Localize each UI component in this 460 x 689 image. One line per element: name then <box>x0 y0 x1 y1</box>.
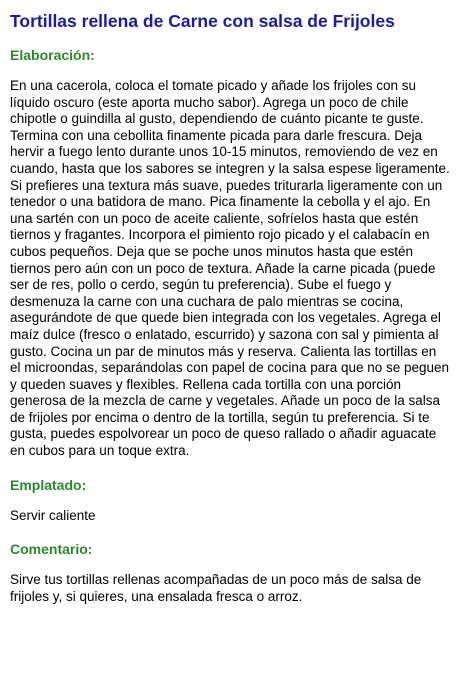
section-emplatado <box>10 476 450 525</box>
section-elaboracion <box>10 46 450 460</box>
comentario-heading: Comentario: <box>10 541 93 558</box>
elaboracion-heading: Elaboración: <box>10 47 95 63</box>
comentario-text: Sirve tus tortillas rellenas acompañadas de un poco más de salsa de frijoles y, si quieres, una ensalada fresca o arroz. <box>10 572 422 604</box>
emplatado-heading: Emplatado: <box>10 476 87 493</box>
recipe-title: Tortillas rellena de Carne con salsa de Frijoles <box>10 11 395 31</box>
emplatado-text: Servir caliente <box>10 507 96 523</box>
section-comentario <box>10 540 450 605</box>
elaboracion-text: En una cacerola, coloca el tomate picado y añade los frijoles con su líquido oscuro (este aporta mucho sabor). Agrega un poco de chile chipotle o guindilla al gusto, dependiendo de cuánto picante te guste. Termina con una cebollita finamente picada para darle frescura. Deja hervir a fuego lento durante unos 10-15 minutos, removiendo de vez en cuando, hasta que los sabores se integren y la salsa espese ligeramente. Si prefieres una textura más suave, puedes triturarla ligeramente con un tenedor o una batidora de mano. Pica finamente la cebolla y el ajo. En una sartén con un poco de aceite caliente, sofríelos hasta que estén tiernos y fragantes. Incorpora el pimiento rojo picado y el calabacín en cubos pequeños. Deja que se poche unos minutos hasta que estén tiernos pero aún con un poco de textura. Añade la carne picada (puede ser de res, pollo o cerdo, según tu preferencia). Sube el fuego y desmenuza la carne con una cuchara de palo mientras se cocina, asegurándote de que quede bien integrada con los vegetales. Agrega el maíz dulce (fresco o enlatado, escurrido) y sazona con sal y pimienta al gusto. Cocina un par de minutos más y reserva. Calienta las tortillas en el microondas, separándolas con papel de cocina para que no se peguen y queden suaves y flexibles. Rellena cada tortilla con una porción generosa de la mezcla de carne y vegetales. Añade un poco de la salsa de frijoles por encima o dentro de la tortilla, según tu preferencia. Si te gusta, puedes espolvorear un poco de queso rallado o añadir aguacate en cubos para un toque extra. <box>10 78 450 459</box>
